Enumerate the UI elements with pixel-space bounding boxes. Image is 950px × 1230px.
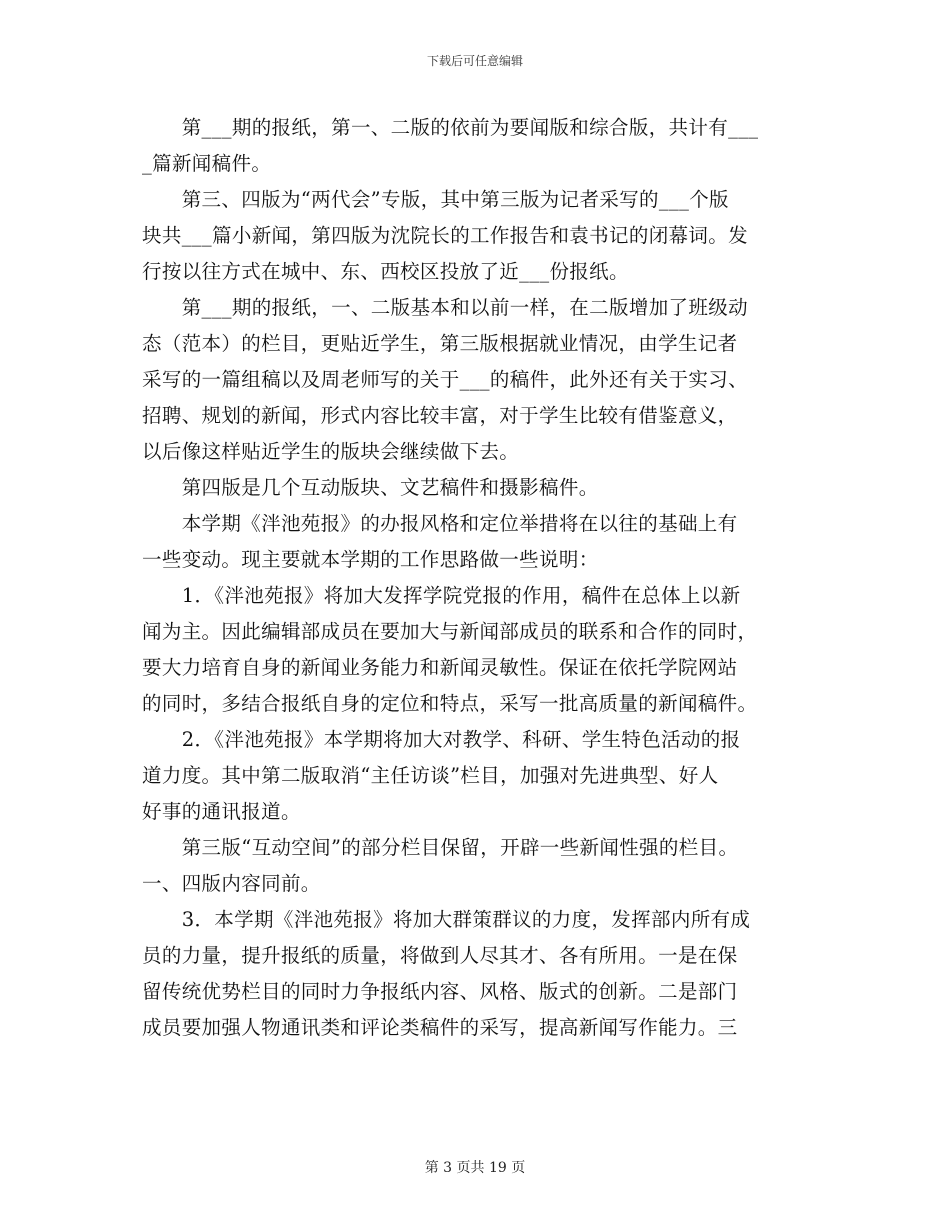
body-line: 2．《泮池苑报》本学期将加大对教学、科研、学生特色活动的报 [142,728,741,751]
body-line: 以后像这样贴近学生的版块会继续做下去。 [142,440,520,463]
body-line: 一、四版内容同前。 [142,872,321,895]
body-line: 第___期的报纸，第一、二版的依前为要闻版和综合版，共计有___ [142,116,759,139]
body-line: 1．《泮池苑报》将加大发挥学院党报的作用，稿件在总体上以新 [142,584,741,607]
body-line: 采写的一篇组稿以及周老师写的关于___的稿件，此外还有关于实习、 [142,368,748,391]
body-line: 员的力量，提升报纸的质量，将做到人尽其才、各有所用。一是在保 [142,944,738,967]
body-line: 招聘、规划的新闻，形式内容比较丰富，对于学生比较有借鉴意义， [142,404,738,427]
body-line: _篇新闻稿件。 [142,152,272,175]
body-line: 3．本学期《泮池苑报》将加大群策群议的力度，发挥部内所有成 [142,908,751,931]
body-line: 第三版“互动空间”的部分栏目保留，开辟一些新闻性强的栏目。 [142,836,739,859]
body-line: 块共___篇小新闻，第四版为沈院长的工作报告和袁书记的闭幕词。发 [142,224,748,247]
body-line: 第三、四版为“两代会”专版，其中第三版为记者采写的___个版 [142,188,729,211]
body-line: 成员要加强人物通讯类和评论类稿件的采写，提高新闻写作能力。三 [142,1016,738,1039]
body-line: 第___期的报纸，一、二版基本和以前一样，在二版增加了班级动 [142,296,748,319]
body-line: 的同时，多结合报纸自身的定位和特点，采写一批高质量的新闻稿件。 [142,692,758,715]
body-line: 态（范本）的栏目，更贴近学生，第三版根据就业情况，由学生记者 [142,332,738,355]
page-header: 下载后可任意编辑 [426,54,523,68]
body-line: 一些变动。现主要就本学期的工作思路做一些说明： [142,548,599,571]
body-line: 行按以往方式在城中、东、西校区投放了近___份报纸。 [142,260,629,283]
body-line: 第四版是几个互动版块、文艺稿件和摄影稿件。 [142,476,599,499]
body-line: 道力度。其中第二版取消“主任访谈”栏目，加强对先进典型、好人 [142,764,719,787]
body-line: 要大力培育自身的新闻业务能力和新闻灵敏性。保证在依托学院网站 [142,656,738,679]
body-line: 本学期《泮池苑报》的办报风格和定位举措将在以往的基础上有 [142,512,738,535]
body-line: 留传统优势栏目的同时力争报纸内容、风格、版式的创新。二是部门 [142,980,738,1003]
document-body [142,110,812,1046]
body-line: 闻为主。因此编辑部成员在要加大与新闻部成员的联系和合作的同时， [142,620,758,643]
page-footer: 第 3 页共 19 页 [424,1160,526,1176]
body-line: 好事的通讯报道。 [142,800,301,823]
